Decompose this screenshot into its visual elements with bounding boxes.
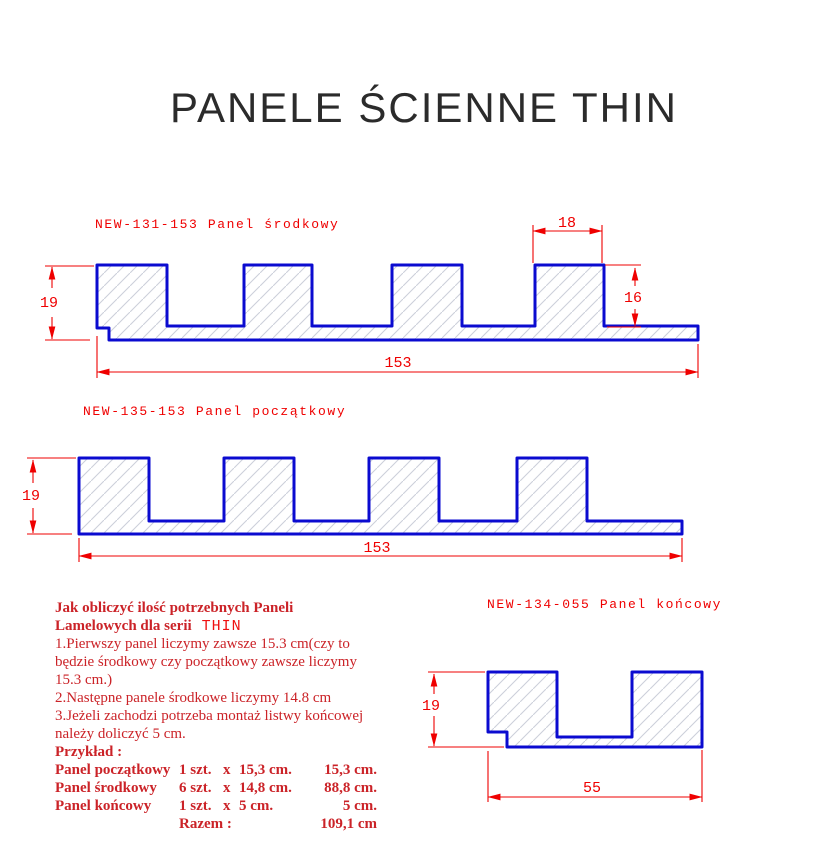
- total-value: 109,1 cm: [320, 816, 377, 832]
- end-dim-length: [488, 750, 702, 802]
- table-cell-qty: 1 szt.: [179, 762, 212, 778]
- middle-panel-profile: [97, 265, 698, 340]
- total-label: Razem :: [179, 816, 232, 832]
- end-dim-height-value: 19: [421, 698, 441, 715]
- end-panel-drawing: [422, 672, 702, 802]
- instruction-line: będzie środkowy czy początkowy zawsze liczymy: [55, 654, 357, 670]
- instruction-line: 3.Jeżeli zachodzi potrzeba montaż listwy końcowej: [55, 708, 364, 724]
- table-cell-total: 88,8 cm.: [324, 780, 377, 796]
- middle-dim-length: [97, 336, 698, 378]
- table-cell-times: x: [223, 780, 231, 796]
- calculation-table: [55, 761, 395, 833]
- table-cell-total: 15,3 cm.: [324, 762, 377, 778]
- start-panel-drawing: [22, 458, 682, 562]
- table-cell-times: x: [223, 798, 231, 814]
- instruction-line: 15.3 cm.): [55, 672, 113, 688]
- table-cell-empty: [55, 815, 179, 833]
- table-cell-total: 5 cm.: [342, 798, 377, 814]
- middle-dim-slat-height-value: 16: [623, 290, 643, 307]
- page-title: PANELE ŚCIENNE THIN: [170, 84, 678, 131]
- start-dim-length-value: 153: [363, 540, 391, 557]
- start-dim-length: [79, 538, 682, 562]
- middle-dim-length-value: 153: [384, 355, 412, 372]
- instruction-line: należy doliczyć 5 cm.: [55, 726, 186, 742]
- middle-dim-slat-width-value: 18: [557, 215, 577, 232]
- start-dim-height-value: 19: [21, 488, 41, 505]
- instructions-heading-line2: [55, 617, 395, 635]
- instructions-block: [55, 599, 395, 833]
- series-name: THIN: [201, 618, 242, 635]
- table-cell-length: 15,3 cm.: [239, 762, 292, 778]
- middle-panel-label: NEW-131-153 Panel środkowy: [95, 217, 340, 232]
- middle-dim-slat-height: [605, 265, 642, 327]
- instructions-heading-line1: Jak obliczyć ilość potrzebnych Paneli: [55, 600, 294, 616]
- middle-dim-slat-width: [533, 215, 602, 263]
- end-panel-label: NEW-134-055 Panel końcowy: [487, 597, 723, 612]
- end-dim-length-value: 55: [582, 780, 602, 797]
- example-label: Przykład :: [55, 744, 123, 760]
- start-panel-label: NEW-135-153 Panel początkowy: [83, 404, 347, 419]
- table-cell-qty: 1 szt.: [179, 798, 212, 814]
- start-dim-height: [22, 458, 76, 534]
- instruction-line: 1.Pierwszy panel liczymy zawsze 15.3 cm(czy to: [55, 636, 350, 652]
- end-panel-profile: [488, 672, 702, 747]
- middle-dim-height-value: 19: [39, 295, 59, 312]
- table-cell-length: 5 cm.: [239, 798, 274, 814]
- table-cell-qty: 6 szt.: [179, 780, 212, 796]
- start-panel-profile: [79, 458, 682, 534]
- middle-panel-drawing: [40, 215, 698, 378]
- table-cell-name: Panel początkowy: [55, 762, 171, 778]
- middle-dim-height: [40, 266, 94, 340]
- table-cell-length: 14,8 cm.: [239, 780, 292, 796]
- table-cell-times: x: [223, 762, 231, 778]
- table-cell-name: Panel końcowy: [55, 798, 152, 814]
- instructions-heading-line2-text: Lamelowych dla serii: [55, 618, 192, 634]
- instruction-line: 2.Następne panele środkowe liczymy 14.8 cm: [55, 690, 332, 706]
- table-cell-name: Panel środkowy: [55, 780, 157, 796]
